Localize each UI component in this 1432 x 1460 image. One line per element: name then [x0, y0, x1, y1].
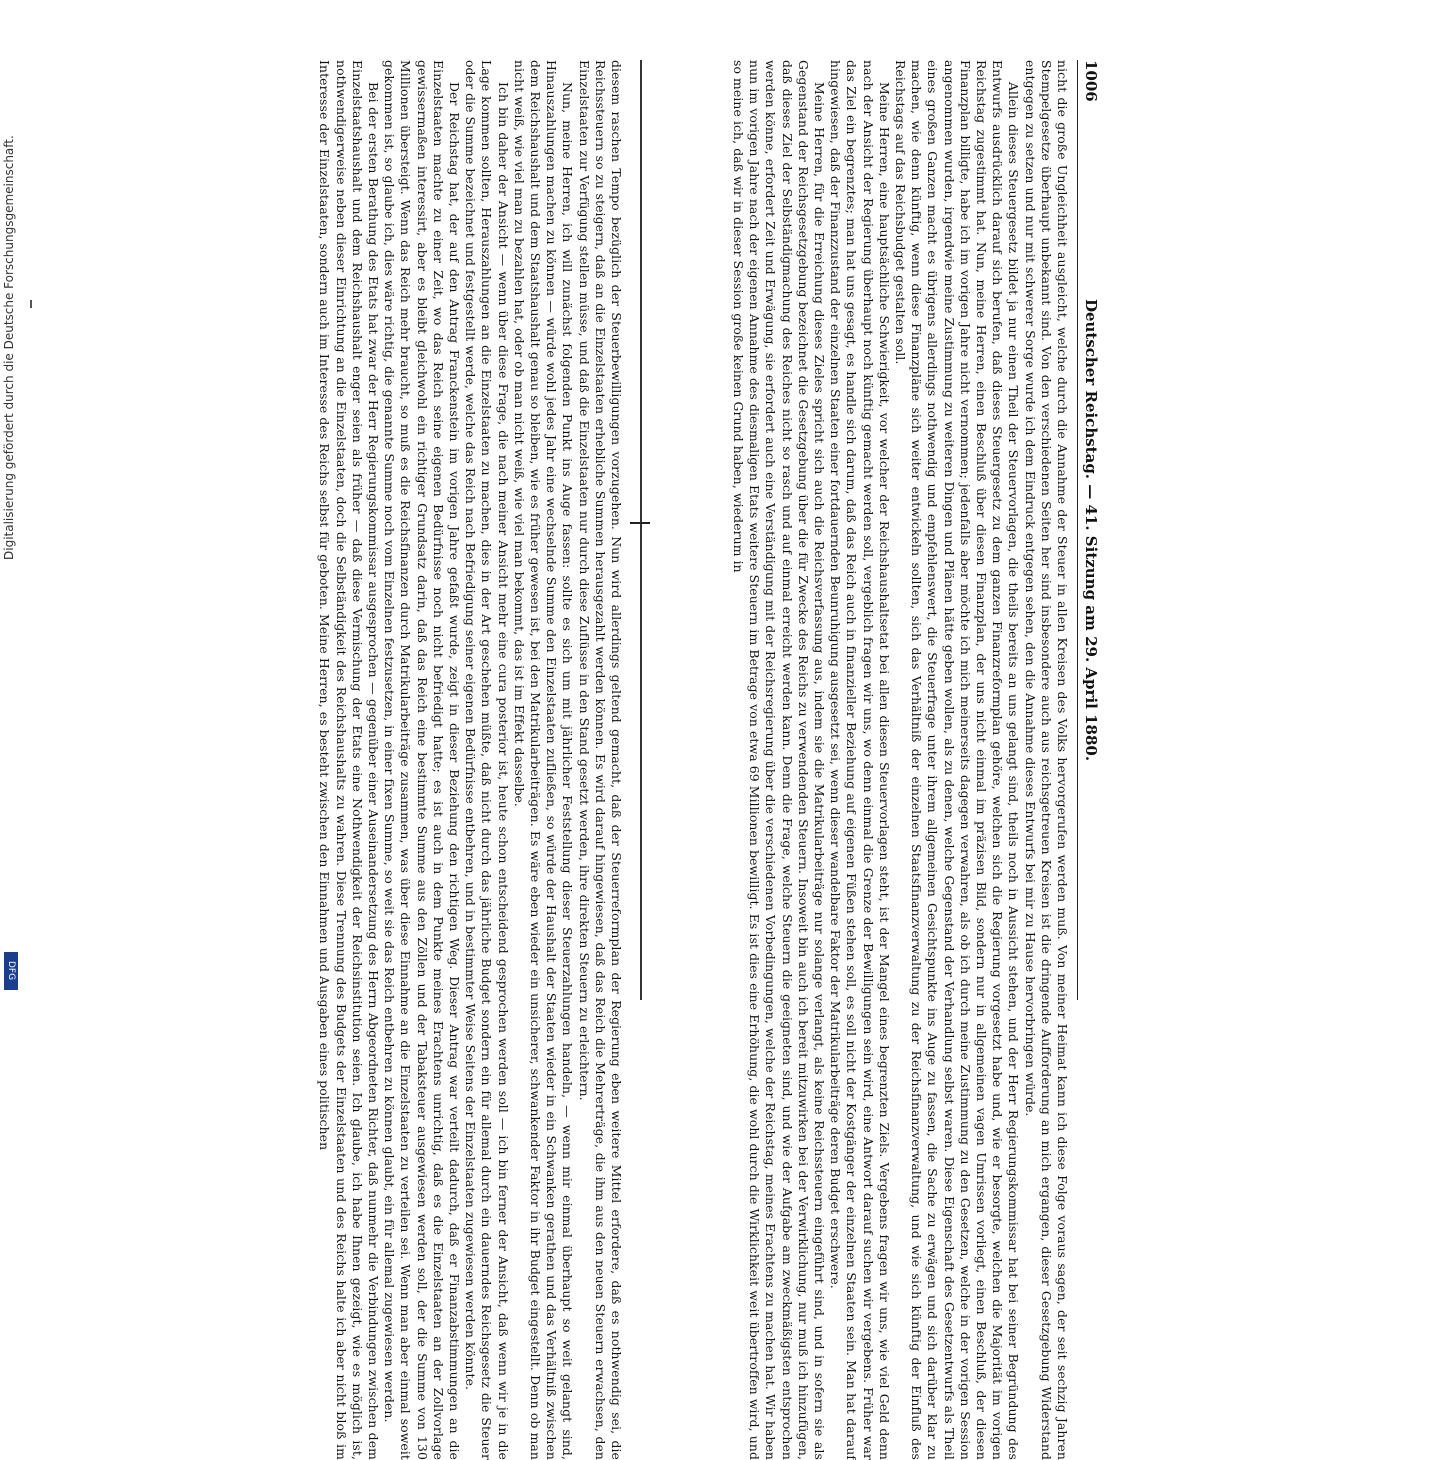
paragraph: diesem raschen Tempo bezüglich der Steuerbewilligungen vorzugehen. Nun wird allerdings geltend gemacht, daß der Steuerreformplan der Regierung eben weitere Mittel erfordere, daß es nothwendig sei, die Reichssteuern so zu steigern, daß an die Einzelstaaten erhebliche Summen herausgezahlt werden können. Es wird darauf hingewiesen, daß das Reich die Mehrerträge, die ihm aus den neuen Steuern erwachsen, den Einzelstaaten zur Verfügung stellen müsse, und daß die Einzelstaaten nur durch diese Zuflüsse in den Stand gesetzt werden, ihre direkten Steuern zu erleichtern. — [576, 60, 624, 1460]
paragraph: Bei der ersten Berathung des Etats hat zwar der Herr Regierungskommissar ausgesprochen — gegenüber einer Auseinandersetzung des Herrn Abgeordneten Richter, daß nunmehr die Verbindungen zwischen dem Einzelstaatshaushalt und dem Reichshaushalt enger seien als früher — daß diese Vermischung der Etats eine Nothwendigkeit der Reichsinstitution seien. Ich glaube, ich habe Ihnen gezeigt, wie es möglich ist, nothwendigerweise neben dieser Einrichtung an die Einzelstaaten, doch die Selbständigkeit des Reichshaushalts zu wahren. Diese Trennung des Budgets der Einzelstaaten und des Reichs halte ich aber nicht bloß im Interesse der Einzelstaaten, sondern auch im Interesse des Reichs selbst für geboten. Meine Herren, es besteht zwischen den Einnahmen und Ausgaben eines politischen — [317, 60, 381, 1460]
paragraph: Allein dieses Steuergesetz bildet ja nur einen Theil der Steuervorlagen, die theils bereits an uns gelangt sind, theils noch in Aussicht stehen, und der Herr Regierungskommissar hat bei seiner Begründung des Entwurfs ausdrücklich darauf sich berufen, daß dieses Steuergesetz zu dem ganzen Finanzreformplan gehöre, welchen sich die Regierung vorgesetzt habe und, wie er besorgte, welchen die Majorität im vorigen Reichstag zugestimmt hat. Nun, meine Herren, einen Beschluß über diesen Finanzplan, der uns nicht einmal im präzisen Bild, sondern nur in allgemeinen vagen Umrissen vorliegt, einen Beschluß, der diesen Finanzplan billigte, habe ich im vorigen Jahre nicht vernommen; jedenfalls aber möchte ich mich meinerseits dagegen verwahren, als ob ich durch meine Zustimmung zu den Gesetzen, welche in der vorigen Session angenommen wurden, irgendwie meine Zustimmung zu weiteren Dingen und Plänen hätte geben wollen, als zu denen, welche Gegenstand der Verhandlung selbst waren. Diese Eigenschaft des Gesetzentwurfs als Theil eines großen Ganzen macht es übrigens allerdings nothwendig und empfehlenswert, die Steuerfrage unter ihrem allgemeinen Gesichtspunkte ins Auge zu fassen, die Sache zu erwägen und sich darüber klar zu machen, wie denn künftig, wenn diese Finanzpläne sich weiter entwickeln sollten, sich das Verhältniß der einzelnen Staatsfinanzverwaltung zu der Reichsfinanzverwaltung, und wie sich künftig der Einfluß des Reichstags auf das Reichsbudget gestalten soll. — [892, 60, 1022, 1460]
column-marker — [630, 522, 650, 524]
dfg-logo: DFG — [4, 952, 18, 990]
rotated-page-content — [0, 60, 1100, 1460]
column-divider — [640, 60, 642, 1000]
paragraph: Ich bin daher der Ansicht — wenn über diese Frage, die nach meiner Ansicht mehr eine cura posterior ist, heute schon entscheidend gesprochen werden soll — ich bin ferner der Ansicht, daß wenn wir je in die Lage kommen sollten, Herauszahlungen an die Einzelstaaten zu machen, dies in der Art geschehen müßte, daß nicht durch das jährliche Budget sondern ein für allemal durch ein dauerndes Reichsgesetz die Steuer oder die Summe bezeichnet und festgestellt werde, welche das Reich nach Befriedigung seiner eigenen Bedürfnisse entbehren, und in bestimmter Weise Seitens der Einzelstaaten zugewiesen werden könnte. — [463, 60, 511, 1460]
header-rule — [1077, 60, 1078, 1000]
paragraph: Der Reichstag hat, der auf den Antrag Franckenstein im vorigen Jahre gefaßt wurde, zeigt in dieser Beziehung den richtigen Weg. Dieser Antrag war verteilt dadurch, daß er Finanzabstimmungen an die Einzelstaaten machte zu einer Zeit, wo das Reich seine eigenen Bedürfnisse noch nicht befriedigt hatte; es ist auch in dem Punkte meines Erachtens unrichtig, daß es die Einzelstaaten an der Zollvorlage gewissermaßen interessirt, aber es bleibt gleichwohl ein richtiger Grundsatz darin, daß das Reich eine bestimmte Summe aus den Zöllen und der Tabaksteuer ausgewiesen werden soll, der die Summe von 130 Millionen übersteigt. Wenn das Reich mehr braucht, so muß es die Reichsfinanzen durch Matrikularbeiträge zusammen, was über diese Einnahme an die Einzelstaaten zu verteilen sei. Wenn man aber einmal soweit gekommen ist, so glaube ich, dies wäre richtig, die genannte Summe noch vom Einzelnen festzusetzen, in einer fixen Summe, so weit sie das Reich entbehren zu können glaubt, ein für allemal zugewiesen werden. — [382, 60, 462, 1460]
page-header — [1078, 60, 1100, 1000]
paragraph: Meine Herren, für die Erreichung dieses Zieles spricht sich auch die Reichsverfassung aus, indem sie die Matrikularbeiträge nur solange verlangt, als keine Reichssteuern eingeführt sind, und in sofern sie als Gegenstand der Reichsgesetzgebung bezeichnet die Gesetzgebung über die für Zwecke des Reichs zu verwendenden Steuern. Insoweit bin auch ich bereit mitzuwirken bei der Verwirklichung, nur muß ich hinzufügen, daß dieses Ziel der Selbständigmachung des Reiches nicht so rasch und auf einmal erreicht werden kann. Denn die Frage, welche Steuern die geeigneten sind, und wie der Aufgabe am zweckmäßigsten entsprochen werden könne, erfordert Zeit und Erwägung, sie erfordert auch eine Verständigung mit der Reichsregierung über die verschiedenen Vorbedingungen, welche der Reichstag, meines Erachtens zu machen hat. Wir haben nun im vorigen Jahre nach der eigenen Annahme des diesmaligen Etats weitere Steuern im Betrage von etwa 69 Millionen bewilligt. Es ist dies eine Erhöhung, die wohl durch die Wirklichkeit weit übertroffen wird, und so meine ich, daß wir in dieser Session große keinen Grund haben, wiederum in — [730, 60, 827, 1460]
column-right — [204, 60, 624, 1460]
running-title: Deutscher Reichstag. — 41. Sitzung am 29. April 1880. — [1082, 298, 1100, 762]
page-number: 1006 — [1082, 60, 1100, 102]
paragraph: Meine Herren, eine hauptsächliche Schwierigkeit, vor welcher der Reichshaushaltsetat bei allen diesen Steuervorlagen steht, ist der Mangel eines begrenzten Ziels. Vergebens fragen wir uns, wie viel Geld denn nach der Ansicht der Regierung überhaupt noch künftig gemacht werden soll, vergeblich fragen wir uns, wo denn einmal die Grenze der Bewilligungen sein wird, eine Antwort darauf suchen wir vergebens. Früher war das Ziel ein begrenztes; man hat uns gesagt, es handle sich darum, daß das Reich auch in finanzieller Beziehung auf eigenen Füßen stehen soll, es soll nicht der Kostgänger der einzelnen Staaten sein. Man hat darauf hingewiesen, daß der Finanzzustand der einzelnen Staaten einer fortdauernden Beunruhigung ausgesetzt sei, wenn dieser wandelbare Faktor der Matrikularbeiträge deren Budget erschwere. — [828, 60, 892, 1460]
paragraph: Nun, meine Herren, ich will zunächst folgenden Punkt ins Auge fassen: sollte es sich um mit jährlicher Feststellung dieser Steuerzahlungen handeln, — wenn mir einmal überhaupt so weit gelangt sind, Hinauszahlungen machen zu können — würde wohl jedes Jahr eine wechselnde Summe den Einzelstaaten zufließen, so würde der Haushalt der Staaten wieder in ein Schwanken gerathen und das Verhältniß zwischen dem Reichshaushalt und dem Staatshaushalt genau so bleiben, wie es früher gewesen ist, bei den Matrikularbeiträgen. Es wäre eben wieder ein unsicherer, schwankender Faktor in ihr Budget eingestellt. Denn ob man nicht weiß, wie viel man zu bezahlen hat, oder ob man nicht weiß, wie viel man bekommt, das ist im Effekt dasselbe. — [511, 60, 576, 1460]
paragraph: nicht die große Ungleichheit ausgleicht, welche durch die Annahme der Steuer in allen Kreisen des Volks hervorgerufen werden muß. Von meiner Heimat kann ich diese Folge voraus sagen, der seit sechzig Jahren Stempelgesetze überhaupt unbekannt sind. Von den verschiedenen Seiten her sind insbesondere auch aus reichsgetreuen Kreisen ist die dringende Aufforderung an mich ergangen, dieser Gesetzgebung Widerstand entgegen zu setzen und nur mit schwerer Sorge wurde ich dem Eindruck entgegen sehen, den die Annahme dieses Entwurfs bei mir zu Hause hervorbringen würde. — [1022, 60, 1070, 1460]
scan-mark — [30, 300, 32, 308]
column-left — [650, 60, 1070, 1460]
digitization-note: Digitalisierung gefördert durch die Deutsche Forschungsgemeinschaft. — [2, 135, 16, 560]
